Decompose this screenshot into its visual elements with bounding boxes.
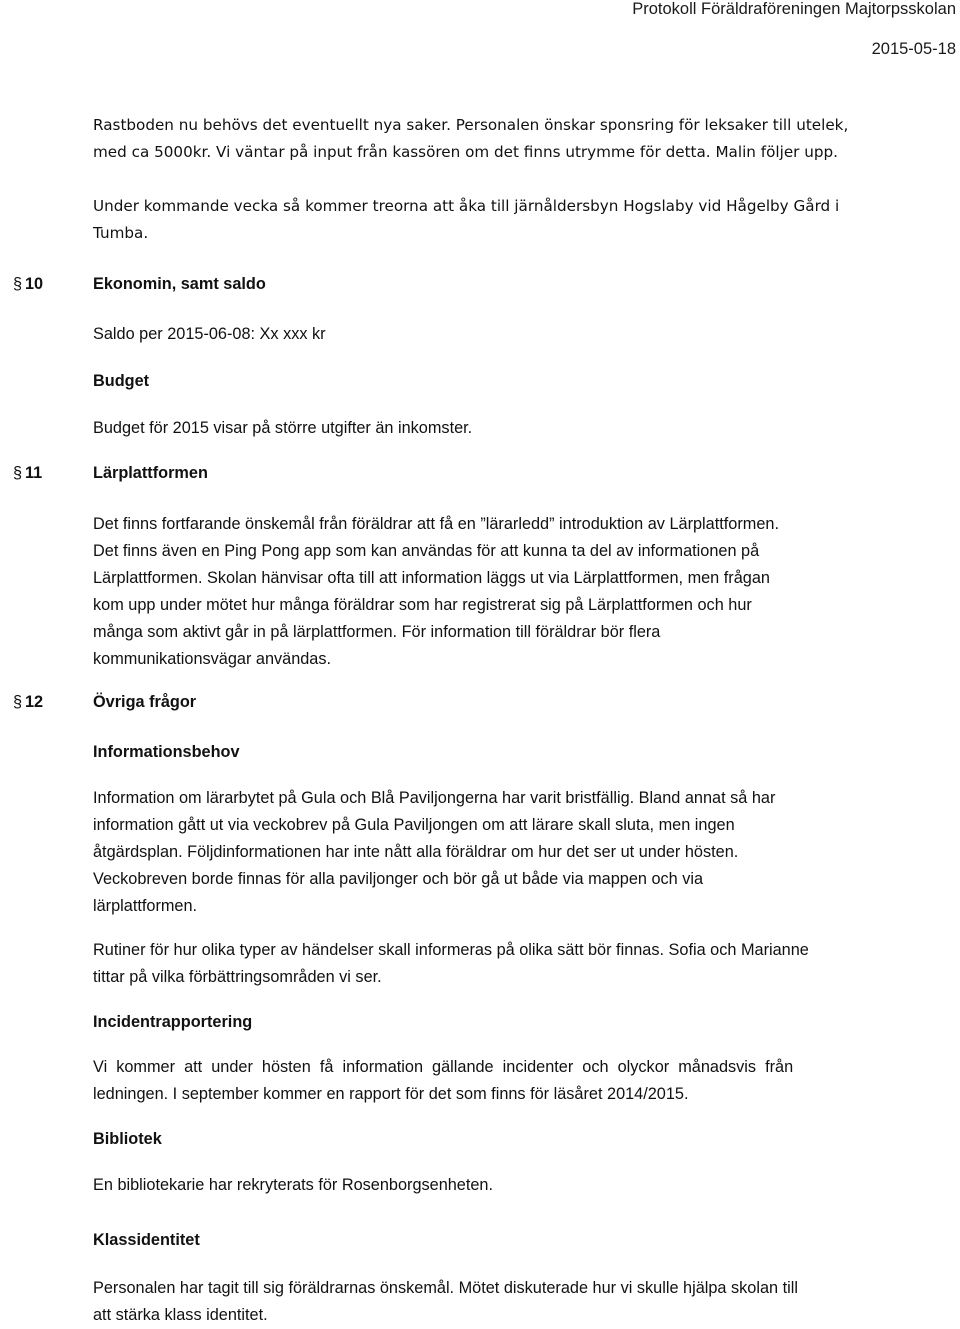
section-title: Ekonomin, samt saldo <box>93 275 266 293</box>
section-12-heading <box>13 693 196 712</box>
klassidentitet-heading: Klassidentitet <box>93 1231 200 1249</box>
incidentrapportering-line-1: Vi kommer att under hösten få information gällande incidenter och olyckor månadsvis från <box>93 1058 794 1076</box>
section-number: 12 <box>25 693 44 711</box>
informationsbehov-line-4: Veckobreven borde finnas för alla paviljonger och bör gå ut både via mappen och via <box>93 870 704 888</box>
budget-heading: Budget <box>93 372 150 390</box>
rutiner-line-1: Rutiner för hur olika typer av händelser skall informeras på olika sätt bör finnas. Sofia och Marianne <box>93 941 809 959</box>
document-title: Protokoll Föräldraföreningen Majtorpsskolan <box>632 0 956 18</box>
larplattform-line-2: Det finns även en Ping Pong app som kan användas för att kunna ta del av informationen på <box>93 542 760 560</box>
section-number: 10 <box>25 275 44 293</box>
section-11-heading <box>13 464 208 483</box>
intro-paragraph-1-line-1: Rastboden nu behövs det eventuellt nya saker. Personalen önskar sponsring för leksaker till utelek, <box>93 116 849 134</box>
klassidentitet-line-2: att stärka klass identitet. <box>93 1306 268 1324</box>
larplattform-line-6: kommunikationsvägar användas. <box>93 650 332 668</box>
section-number: 11 <box>25 464 43 482</box>
informationsbehov-line-5: lärplattformen. <box>93 897 198 915</box>
section-10-heading <box>13 275 266 294</box>
larplattform-line-5: många som aktivt går in på lärplattformen. För information till föräldrar bör flera <box>93 623 661 641</box>
paragraph-sign: § <box>13 693 23 711</box>
larplattform-line-1: Det finns fortfarande önskemål från föräldrar att få en ”lärarledd” introduktion av Lärplattformen. <box>93 515 779 533</box>
informationsbehov-line-3: åtgärdsplan. Följdinformationen har inte nått alla föräldrar om hur det ser ut under hösten. <box>93 843 739 861</box>
paragraph-sign: § <box>13 464 23 482</box>
section-title: Övriga frågor <box>93 693 197 711</box>
budget-text: Budget för 2015 visar på större utgifter än inkomster. <box>93 419 473 437</box>
paragraph-sign: § <box>13 275 23 293</box>
informationsbehov-line-2: information gått ut via veckobrev på Gula Paviljongen om att lärare skall sluta, men ingen <box>93 816 735 834</box>
saldo-text: Saldo per 2015-06-08: Xx xxx kr <box>93 325 326 343</box>
document-date: 2015-05-18 <box>871 40 956 58</box>
rutiner-line-2: tittar på vilka förbättringsområden vi ser. <box>93 968 382 986</box>
section-title: Lärplattformen <box>93 464 208 482</box>
intro-paragraph-2-line-2: Tumba. <box>93 224 149 242</box>
bibliotek-heading: Bibliotek <box>93 1130 162 1148</box>
incidentrapportering-heading: Incidentrapportering <box>93 1013 253 1031</box>
informationsbehov-heading: Informationsbehov <box>93 743 240 761</box>
bibliotek-text: En bibliotekarie har rekryterats för Rosenborgsenheten. <box>93 1176 494 1194</box>
intro-paragraph-2-line-1: Under kommande vecka så kommer treorna att åka till järnåldersbyn Hogslaby vid Hågelby Gård i <box>93 197 840 215</box>
intro-paragraph-1-line-2: med ca 5000kr. Vi väntar på input från kassören om det finns utrymme för detta. Malin följer upp. <box>93 143 838 161</box>
informationsbehov-line-1: Information om lärarbytet på Gula och Blå Paviljongerna har varit bristfällig. Bland annat så har <box>93 789 776 807</box>
larplattform-line-4: kom upp under mötet hur många föräldrar som har registrerat sig på Lärplattformen och hur <box>93 596 752 614</box>
incidentrapportering-line-2: ledningen. I september kommer en rapport för det som finns för läsåret 2014/2015. <box>93 1085 689 1103</box>
larplattform-line-3: Lärplattformen. Skolan hänvisar ofta till att information läggs ut via Lärplattformen, men frågan <box>93 569 770 587</box>
klassidentitet-line-1: Personalen har tagit till sig föräldrarnas önskemål. Mötet diskuterade hur vi skulle hjälpa skolan till <box>93 1279 798 1297</box>
